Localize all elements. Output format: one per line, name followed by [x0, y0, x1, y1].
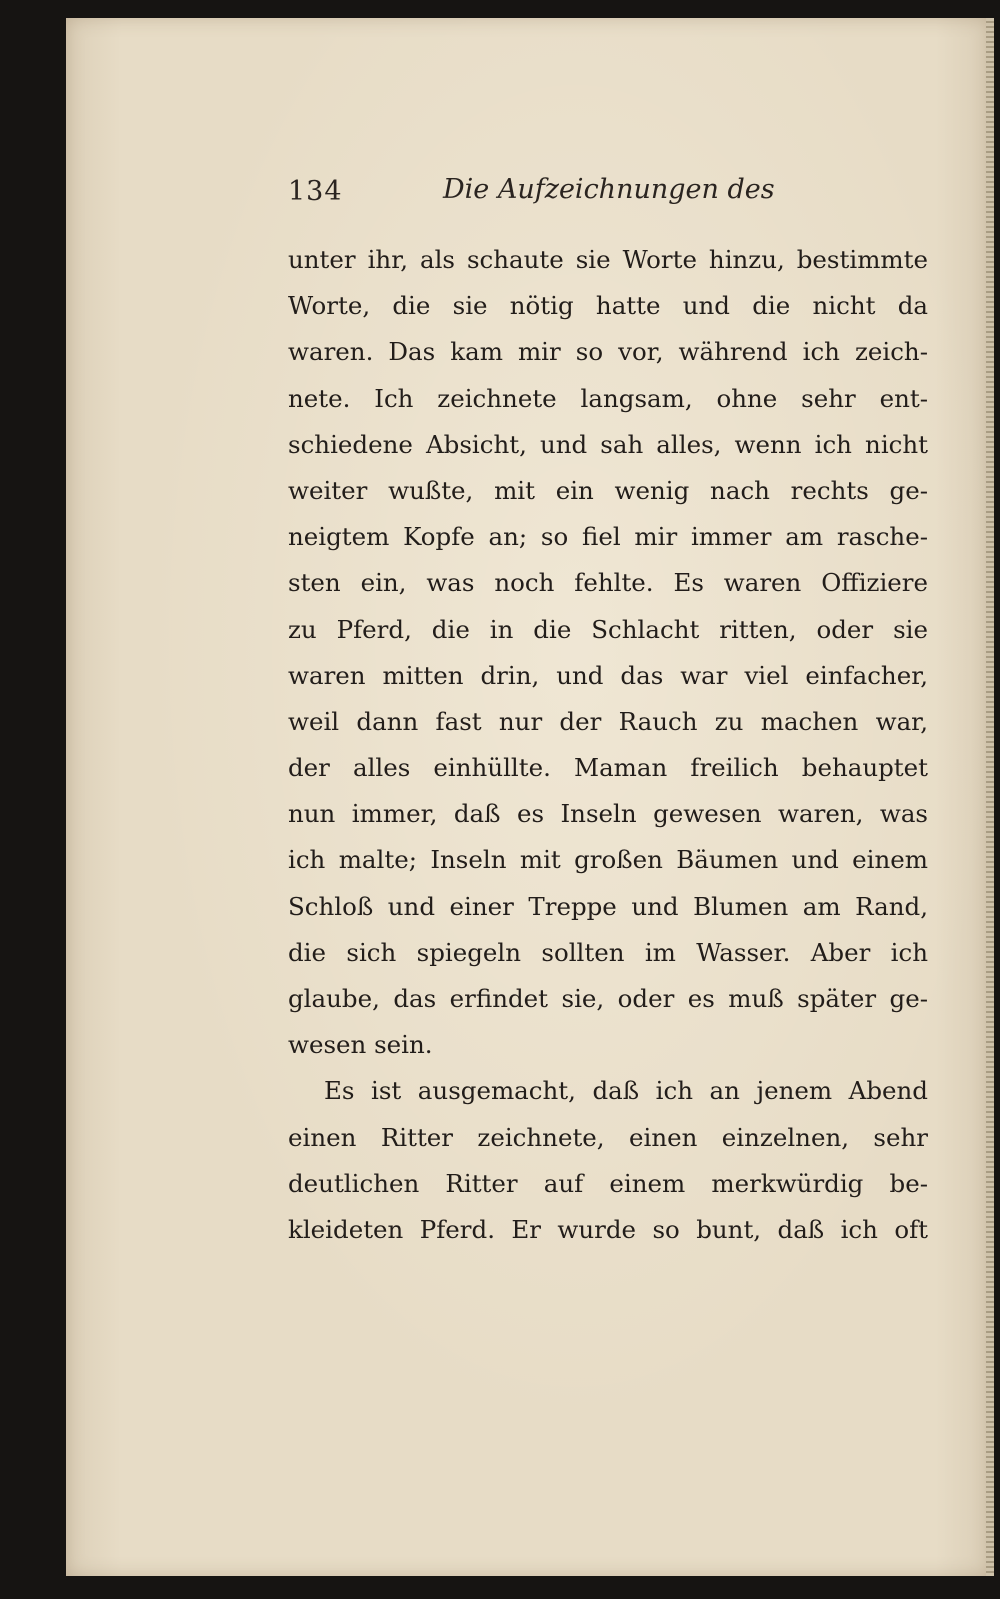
text-line: der alles einhüllte. Maman freilich behauptet	[288, 753, 928, 783]
text-line: weiter wußte, mit ein wenig nach rechts ge-	[288, 475, 928, 505]
text-line: waren. Das kam mir so vor, während ich zeich-	[288, 337, 928, 367]
text-line: sten ein, was noch fehlte. Es waren Offiziere	[288, 568, 928, 598]
text-line: glaube, das erfindet sie, oder es muß später ge-	[288, 984, 928, 1013]
text-line: die sich spiegeln sollten im Wasser. Aber ich	[288, 937, 928, 967]
running-head: Die Aufzeichnungen des	[443, 174, 775, 205]
text-line: wesen sein.	[288, 1030, 433, 1060]
text-line: ich malte; Inseln mit großen Bäumen und einem	[288, 845, 928, 875]
text-line: weil dann fast nur der Rauch zu machen war,	[288, 706, 928, 736]
text-line: deutlichen Ritter auf einem merkwürdig be-	[288, 1168, 928, 1198]
text-line: Es ist ausgemacht, daß ich an jenem Abend	[324, 1076, 928, 1106]
text-line: zu Pferd, die in die Schlacht ritten, oder sie	[288, 614, 928, 644]
text-line: nete. Ich zeichnete langsam, ohne sehr ent-	[288, 383, 928, 413]
text-line: kleideten Pferd. Er wurde so bunt, daß ich oft	[288, 1214, 928, 1244]
page-header	[288, 172, 928, 218]
text-line: Schloß und einer Treppe und Blumen am Rand,	[288, 891, 928, 921]
text-line: unter ihr, als schaute sie Worte hinzu, bestimmte	[288, 245, 928, 274]
text-line: nun immer, daß es Inseln gewesen waren, was	[288, 799, 928, 829]
text-line: waren mitten drin, und das war viel einfacher,	[288, 660, 928, 690]
body-text	[288, 237, 928, 1253]
text-line: einen Ritter zeichnete, einen einzelnen, sehr	[288, 1122, 928, 1152]
page-number: 134	[288, 176, 343, 207]
text-line: Worte, die sie nötig hatte und die nicht da	[288, 291, 928, 321]
text-line: neigtem Kopfe an; so fiel mir immer am rasche-	[288, 522, 928, 552]
page-edge	[986, 18, 994, 1576]
text-line: schiedene Absicht, und sah alles, wenn ich nicht	[288, 429, 928, 459]
